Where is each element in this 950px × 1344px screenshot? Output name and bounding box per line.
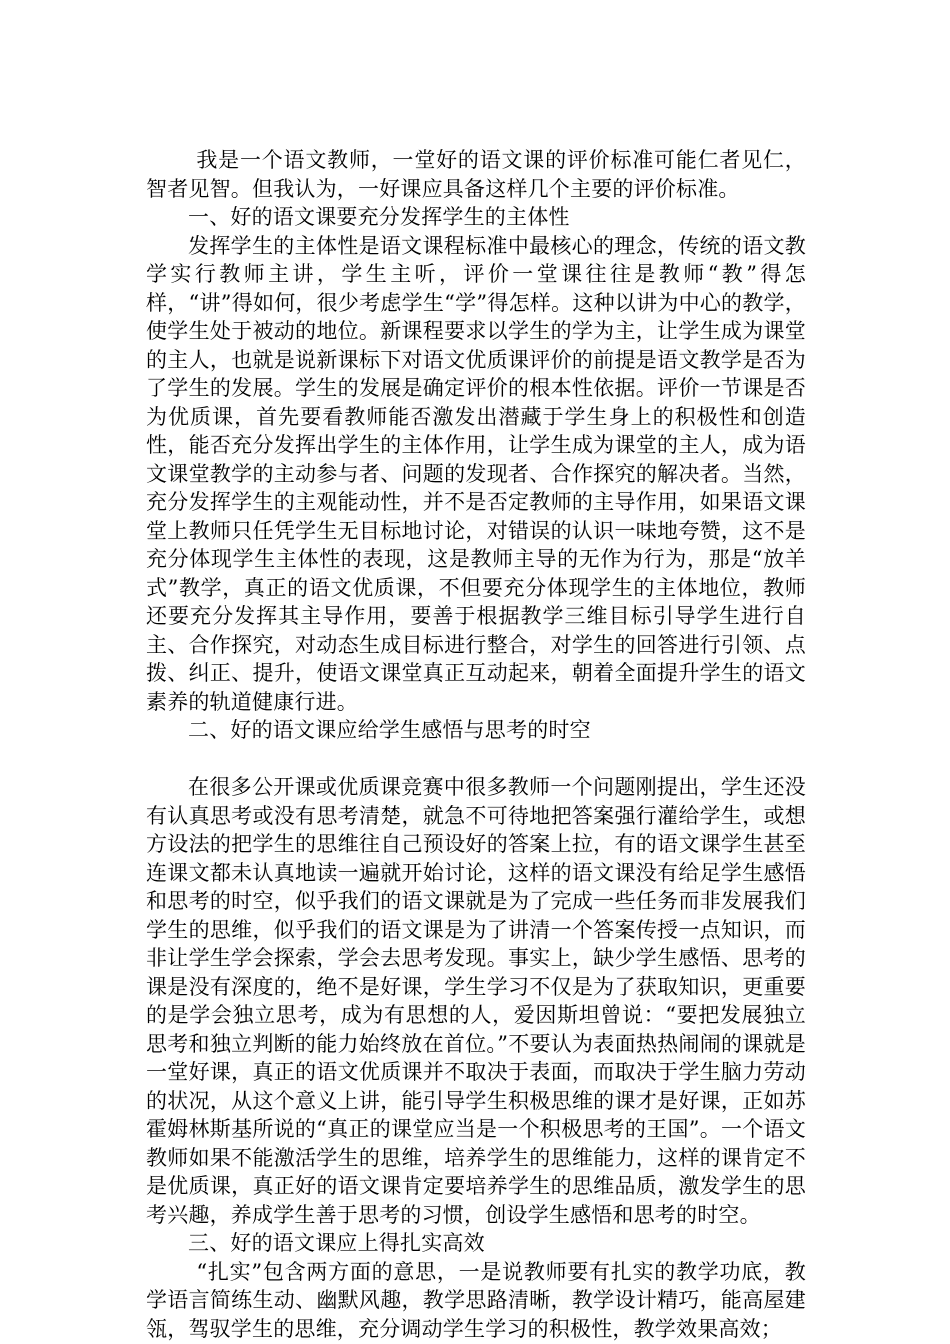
paragraph-spacer — [146, 745, 806, 774]
body-paragraph-1: 发挥学生的主体性是语文课程标准中最核心的理念，传统的语文教学实行教师主讲，学生主听，评价一堂课往往是教师“教”得怎样，“讲”得如何，很少考虑学生“学”得怎样。这种以讲为中心的教学，使学生处于被动的地位。新课程要求以学生的学为主，让学生成为课堂的主人，也就是说新课标下对语文优质课评价的前提是语文教学是否为了学生的发展。学生的发展是确定评价的根本性依据。评价一节课是否为优质课，首先要看教师能否激发出潜藏于学生身上的积极性和创造性，能否充分发挥出学生的主体作用，让学生成为课堂的主人，成为语文课堂教学的主动参与者、问题的发现者、合作探究的解决者。当然，充分发挥学生的主观能动性，并不是否定教师的主导作用，如果语文课堂上教师只任凭学生无目标地讨论，对错误的认识一味地夸赞，这不是充分体现学生主体性的表现，这是教师主导的无作为行为，那是“放羊式”教学，真正的语文优质课，不但要充分体现学生的主体地位，教师还要充分发挥其主导作用，要善于根据教学三维目标引导学生进行自主、合作探究，对动态生成目标进行整合，对学生的回答进行引领、点拨、纠正、提升，使语文课堂真正互动起来，朝着全面提升学生的语文素养的轨道健康行进。 — [146, 233, 806, 714]
section-heading-1: 一、好的语文课要充分发挥学生的主体性 — [188, 205, 570, 229]
section-heading-2: 二、好的语文课应给学生感悟与思考的时空 — [188, 718, 591, 742]
document-page — [146, 146, 806, 1343]
intro-paragraph: 我是一个语文教师，一堂好的语文课的评价标准可能仁者见仁，智者见智。但我认为，一好课应具备这样几个主要的评价标准。 — [146, 148, 806, 201]
body-paragraph-3: “扎实”包含两方面的意思，一是说教师要有扎实的教学功底，教学语言简练生动、幽默风趣，教学思路清晰，教学设计精巧，能高屋建瓴，驾驭学生的思维，充分调动学生学习的积极性，教学效果高效； — [146, 1259, 806, 1341]
section-heading-3: 三、好的语文课应上得扎实高效 — [188, 1231, 485, 1255]
body-paragraph-2: 在很多公开课或优质课竞赛中很多教师一个问题刚提出，学生还没有认真思考或没有思考清楚，就急不可待地把答案强行灌给学生，或想方设法的把学生的思维往自己预设好的答案上拉，有的语文课学生甚至连课文都未认真地读一遍就开始讨论，这样的语文课没有给足学生感悟和思考的时空，似乎我们的语文课就是为了完成一些任务而非发展我们学生的思维，似乎我们的语文课是为了讲清一个答案传授一点知识，而非让学生学会探索，学会去思考发现。事实上，缺少学生感悟、思考的课是没有深度的，绝不是好课，学生学习不仅是为了获取知识，更重要的是学会独立思考，成为有思想的人，爱因斯坦曾说：“要把发展独立思考和独立判断的能力始终放在首位。”不要认为表面热热闹闹的课就是一堂好课，真正的语文优质课并不取决于表面，而取决于学生脑力劳动的状况，从这个意义上讲，能引导学生积极思维的课才是好课，正如苏霍姆林斯基所说的“真正的课堂应当是一个积极思考的王国”。一个语文教师如果不能激活学生的思维，培养学生的思维能力，这样的课肯定不是优质课，真正好的语文课肯定要培养学生的思维品质，激发学生的思考兴趣，养成学生善于思考的习惯，创设学生感悟和思考的时空。 — [146, 775, 806, 1227]
